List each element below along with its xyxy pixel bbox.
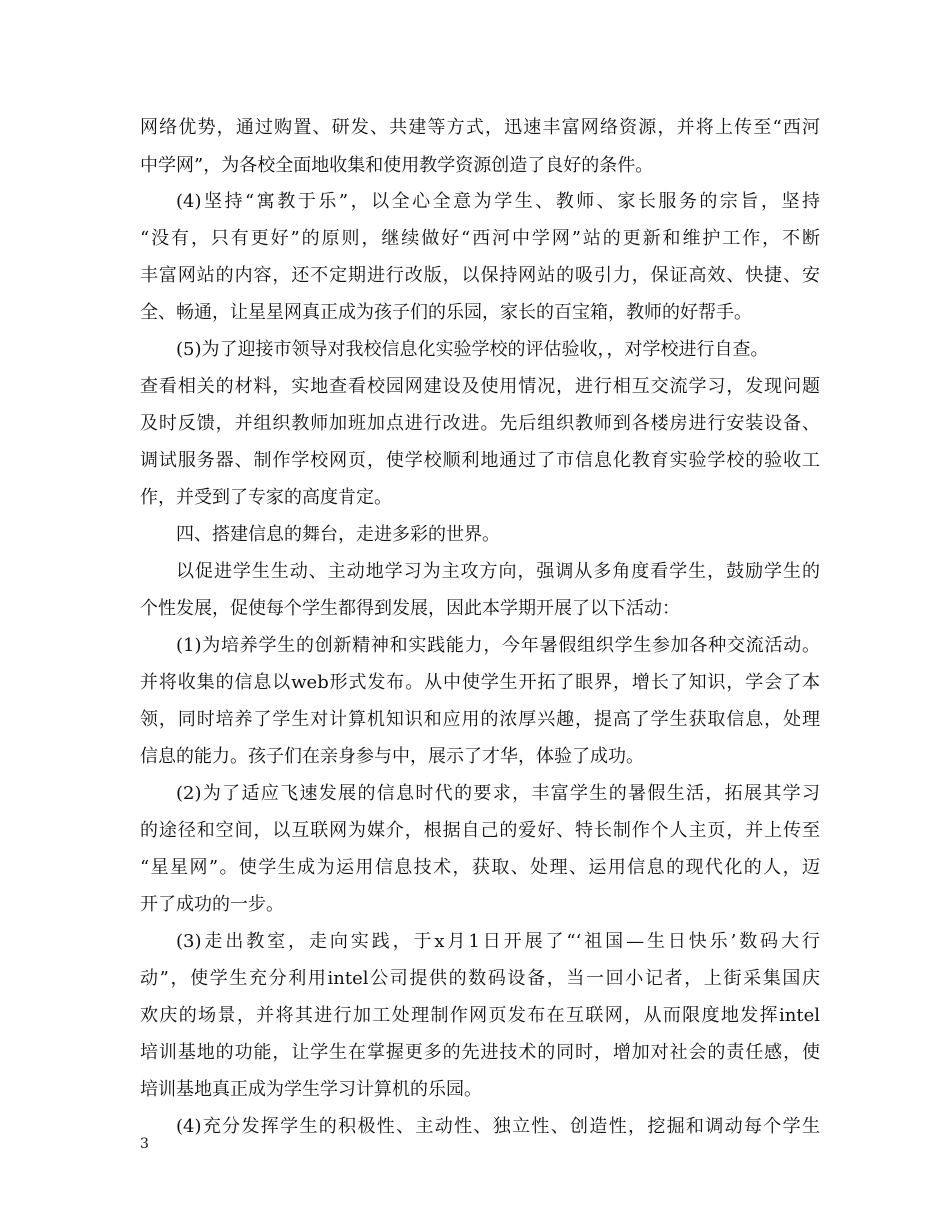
text-line: (5)为了迎接市领导对我校信息化实验学校的评估验收，，对学校进行自查。 [176, 339, 769, 360]
text-line: (3)走出教室，走向实践，于x月1日开展了“‘祖国—生日快乐’数码大行 [176, 931, 820, 952]
text-line: 查看相关的材料，实地查看校园网建设及使用情况，进行相互交流学习，发现问题 [140, 376, 820, 397]
text-line: 领，同时培养了学生对计算机知识和应用的浓厚兴趣，提高了学生获取信息，处理 [140, 709, 820, 730]
text-line: (4)坚持“寓教于乐”，以全心全意为学生、教师、家长服务的宗旨，坚持 [176, 191, 820, 212]
text-line: 作，并受到了专家的高度肯定。 [140, 487, 392, 508]
text-line: 网络优势，通过购置、研发、共建等方式，迅速丰富网络资源，并将上传至“西河 [140, 117, 820, 138]
text-line: “没有，只有更好”的原则，继续做好“西河中学网”站的更新和维护工作，不断 [140, 228, 820, 249]
text-line: 培训基地的功能，让学生在掌握更多的先进技术的同时，增加对社会的责任感，使 [140, 1042, 820, 1063]
text-line: 培训基地真正成为学生学习计算机的乐园。 [140, 1079, 482, 1100]
section-heading: 四、搭建信息的舞台，走进多彩的世界。 [176, 524, 500, 545]
text-line: 中学网”，为各校全面地收集和使用教学资源创造了良好的条件。 [140, 155, 654, 176]
text-line: 信息的能力。孩子们在亲身参与中，展示了才华，体验了成功。 [140, 746, 644, 767]
text-line: 并将收集的信息以web形式发布。从中使学生开拓了眼界，增长了知识，学会了本 [140, 672, 820, 693]
text-line: 及时反馈，并组织教师加班加点进行改进。先后组织教师到各楼房进行安装设备、 [140, 413, 820, 434]
text-line: (2)为了适应飞速发展的信息时代的要求，丰富学生的暑假生活，拓展其学习 [176, 783, 820, 804]
text-line: 个性发展，促使每个学生都得到发展，因此本学期开展了以下活动： [140, 598, 680, 619]
text-line: 调试服务器、制作学校网页，使学校顺利地通过了市信息化教育实验学校的验收工 [140, 450, 820, 471]
text-line: (1)为培养学生的创新精神和实践能力，今年暑假组织学生参加各种交流活动。 [176, 635, 820, 656]
text-line: 以促进学生生动、主动地学习为主攻方向，强调从多角度看学生，鼓励学生的 [176, 561, 820, 582]
text-line: 欢庆的场景，并将其进行加工处理制作网页发布在互联网，从而限度地发挥intel [140, 1005, 820, 1026]
page-number: 3 [140, 1136, 149, 1152]
text-line: 全、畅通，让星星网真正成为孩子们的乐园，家长的百宝箱，教师的好帮手。 [140, 302, 752, 323]
text-line: 的途径和空间，以互联网为媒介，根据自己的爱好、特长制作个人主页，并上传至 [140, 820, 820, 841]
text-line: “星星网”。使学生成为运用信息技术，获取、处理、运用信息的现代化的人，迈 [140, 857, 820, 878]
text-line: 开了成功的一步。 [140, 894, 284, 915]
text-line: 丰富网站的内容，还不定期进行改版，以保持网站的吸引力，保证高效、快捷、安 [140, 265, 820, 286]
text-line: (4)充分发挥学生的积极性、主动性、独立性、创造性，挖掘和调动每个学生 [176, 1116, 820, 1137]
text-line: 动”，使学生充分利用intel公司提供的数码设备，当一回小记者，上街采集国庆 [140, 968, 820, 989]
